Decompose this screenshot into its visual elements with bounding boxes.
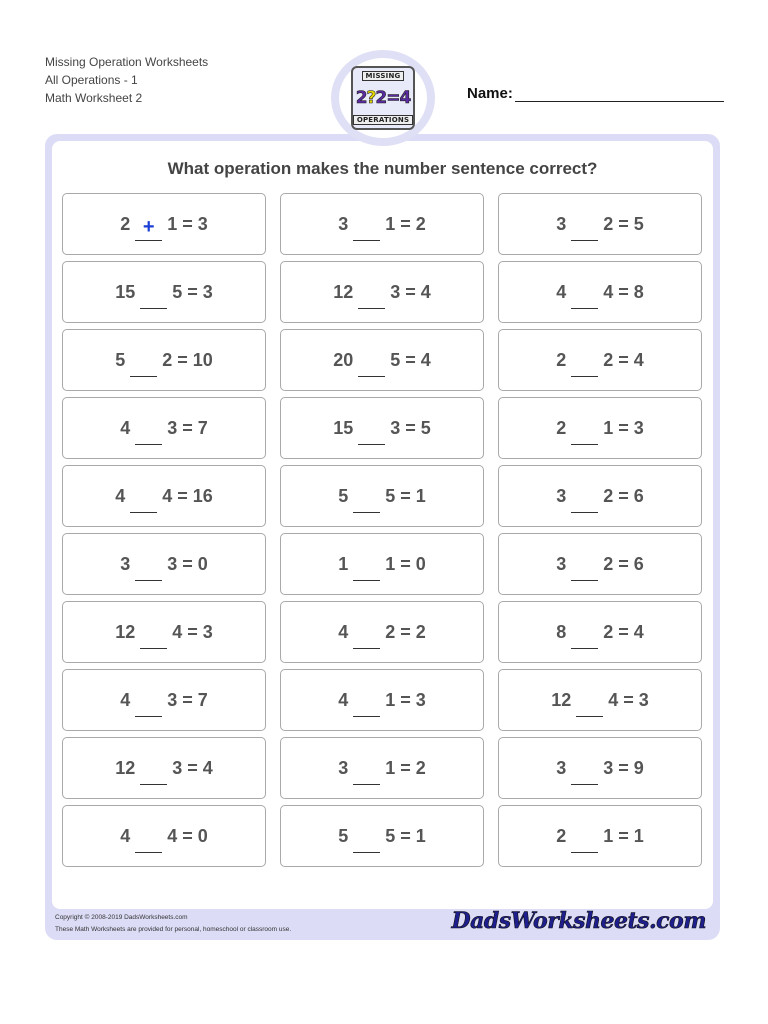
problem-right-side: 3 = 7 [167, 417, 208, 438]
problem-right-side: 4 = 3 [608, 689, 649, 710]
problem-card [280, 805, 484, 867]
problem-right-side: 1 = 2 [385, 757, 426, 778]
logo-card [351, 66, 415, 130]
operation-blank[interactable] [571, 764, 598, 785]
operation-blank[interactable] [135, 696, 162, 717]
problem-card [498, 533, 702, 595]
worksheet-set: All Operations - 1 [45, 73, 138, 87]
operation-blank[interactable] [135, 832, 162, 853]
problem-right-side: 1 = 0 [385, 553, 426, 574]
problem-left-operand: 4 [338, 689, 349, 710]
problem-right-side: 1 = 3 [385, 689, 426, 710]
worksheet-frame [45, 134, 720, 940]
problem-left-operand: 4 [338, 621, 349, 642]
problem-card [280, 397, 484, 459]
problem-right-side: 1 = 3 [167, 213, 208, 234]
problem-right-side: 2 = 6 [603, 485, 644, 506]
problem-card [498, 805, 702, 867]
operation-blank[interactable] [358, 288, 385, 309]
problem-right-side: 3 = 9 [603, 757, 644, 778]
operation-blank[interactable] [130, 492, 157, 513]
problem-left-operand: 4 [115, 485, 126, 506]
operation-blank[interactable] [358, 356, 385, 377]
problem-right-side: 4 = 16 [162, 485, 213, 506]
problem-card [280, 601, 484, 663]
brand-logo: DadsWorksheets.com [451, 908, 706, 934]
operation-blank[interactable] [576, 696, 603, 717]
problem-card [498, 465, 702, 527]
problem-left-operand: 12 [551, 689, 572, 710]
problem-card [280, 193, 484, 255]
operation-blank[interactable] [140, 764, 167, 785]
problem-right-side: 1 = 2 [385, 213, 426, 234]
problem-card [280, 261, 484, 323]
problem-left-operand: 12 [115, 757, 136, 778]
problem-right-side: 2 = 6 [603, 553, 644, 574]
problem-card [498, 329, 702, 391]
problem-card [62, 329, 266, 391]
operation-blank[interactable] [571, 628, 598, 649]
operation-blank[interactable] [130, 356, 157, 377]
logo-top-text: MISSING [362, 71, 405, 81]
operation-blank[interactable] [135, 560, 162, 581]
problem-right-side: 3 = 4 [390, 281, 431, 302]
operation-blank[interactable] [140, 288, 167, 309]
problem-card [498, 193, 702, 255]
name-blank-line[interactable] [515, 85, 724, 102]
problem-left-operand: 2 [556, 417, 567, 438]
problem-right-side: 4 = 3 [172, 621, 213, 642]
operation-blank[interactable] [353, 492, 380, 513]
logo-question-mark: ? [366, 88, 376, 108]
problem-card [280, 465, 484, 527]
problem-card [498, 669, 702, 731]
problem-left-operand: 4 [120, 689, 131, 710]
problem-grid [62, 193, 702, 867]
worksheet-series: Missing Operation Worksheets [45, 55, 209, 69]
problem-left-operand: 4 [120, 825, 131, 846]
problem-right-side: 3 = 0 [167, 553, 208, 574]
name-label: Name: [467, 85, 513, 102]
problem-card [280, 737, 484, 799]
operation-blank[interactable] [571, 560, 598, 581]
logo-equation: 2?2=4 [355, 88, 411, 108]
problem-right-side: 3 = 7 [167, 689, 208, 710]
problem-card [62, 601, 266, 663]
operation-blank[interactable] [135, 424, 162, 445]
problem-right-side: 2 = 4 [603, 349, 644, 370]
problem-left-operand: 3 [556, 553, 567, 574]
problem-right-side: 1 = 3 [603, 417, 644, 438]
problem-right-side: 5 = 4 [390, 349, 431, 370]
operation-blank[interactable] [571, 832, 598, 853]
problem-card [498, 737, 702, 799]
operation-blank[interactable]: + [135, 220, 162, 241]
logo-bottom-text: OPERATIONS [353, 115, 413, 125]
problem-right-side: 3 = 4 [172, 757, 213, 778]
operation-blank[interactable] [571, 288, 598, 309]
problem-card [62, 737, 266, 799]
worksheet-body [52, 141, 713, 909]
operation-blank[interactable] [571, 424, 598, 445]
problem-right-side: 4 = 0 [167, 825, 208, 846]
problem-left-operand: 3 [556, 213, 567, 234]
operation-blank[interactable] [353, 764, 380, 785]
problem-left-operand: 2 [120, 213, 131, 234]
problem-card [62, 193, 266, 255]
copyright-text: Copyright © 2008-2019 DadsWorksheets.com [55, 914, 188, 921]
problem-card [280, 669, 484, 731]
operation-blank[interactable] [571, 492, 598, 513]
operation-blank[interactable] [353, 628, 380, 649]
problem-card [62, 465, 266, 527]
problem-left-operand: 5 [338, 825, 349, 846]
problem-left-operand: 12 [333, 281, 354, 302]
problem-card [280, 533, 484, 595]
problem-card [498, 261, 702, 323]
problem-left-operand: 20 [333, 349, 354, 370]
problem-right-side: 5 = 1 [385, 825, 426, 846]
problem-left-operand: 4 [120, 417, 131, 438]
worksheet-header [45, 53, 208, 107]
problem-card [498, 397, 702, 459]
problem-left-operand: 3 [556, 485, 567, 506]
logo-badge [331, 50, 435, 146]
problem-card [62, 805, 266, 867]
problem-left-operand: 8 [556, 621, 567, 642]
instruction-text: What operation makes the number sentence correct? [167, 159, 598, 178]
problem-left-operand: 15 [115, 281, 136, 302]
operation-blank[interactable] [353, 832, 380, 853]
problem-left-operand: 3 [338, 213, 349, 234]
problem-right-side: 3 = 5 [390, 417, 431, 438]
worksheet-title: Math Worksheet 2 [45, 91, 143, 105]
problem-left-operand: 12 [115, 621, 136, 642]
problem-right-side: 1 = 1 [603, 825, 644, 846]
problem-right-side: 4 = 8 [603, 281, 644, 302]
operation-blank[interactable] [358, 424, 385, 445]
problem-left-operand: 2 [556, 349, 567, 370]
problem-card [62, 261, 266, 323]
problem-card [498, 601, 702, 663]
problem-left-operand: 1 [338, 553, 349, 574]
problem-card [62, 669, 266, 731]
operation-blank[interactable] [571, 356, 598, 377]
problem-right-side: 2 = 2 [385, 621, 426, 642]
operation-blank[interactable] [571, 220, 598, 241]
problem-left-operand: 3 [120, 553, 131, 574]
problem-left-operand: 3 [556, 757, 567, 778]
operation-blank[interactable] [353, 220, 380, 241]
problem-left-operand: 4 [556, 281, 567, 302]
problem-right-side: 2 = 10 [162, 349, 213, 370]
problem-right-side: 5 = 3 [172, 281, 213, 302]
problem-card [62, 533, 266, 595]
operation-blank[interactable] [140, 628, 167, 649]
problem-card [280, 329, 484, 391]
problem-left-operand: 5 [115, 349, 126, 370]
problem-right-side: 2 = 4 [603, 621, 644, 642]
problem-right-side: 2 = 5 [603, 213, 644, 234]
problem-left-operand: 15 [333, 417, 354, 438]
problem-left-operand: 2 [556, 825, 567, 846]
operation-blank[interactable] [353, 560, 380, 581]
footer-text [55, 912, 291, 936]
name-field[interactable] [467, 85, 724, 102]
problem-right-side: 5 = 1 [385, 485, 426, 506]
problem-left-operand: 3 [338, 757, 349, 778]
operation-blank[interactable] [353, 696, 380, 717]
usage-note: These Math Worksheets are provided for personal, homeschool or classroom use. [55, 926, 292, 933]
problem-left-operand: 5 [338, 485, 349, 506]
problem-card [62, 397, 266, 459]
